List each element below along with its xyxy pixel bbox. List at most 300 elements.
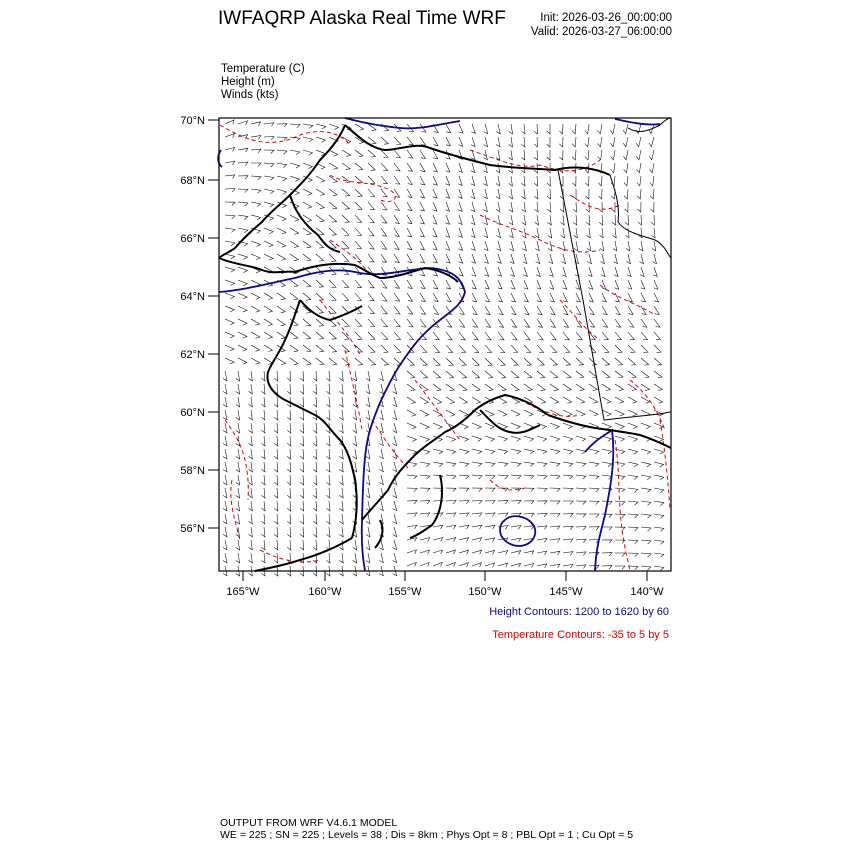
wind-barb bbox=[598, 150, 602, 160]
wind-barb bbox=[615, 527, 625, 531]
wind-barb bbox=[550, 436, 560, 441]
wind-barb bbox=[394, 332, 401, 340]
wind-barb bbox=[524, 551, 534, 555]
wind-barb bbox=[251, 163, 261, 166]
wind-barb bbox=[640, 267, 644, 277]
wind-barb bbox=[407, 550, 417, 554]
wind-barb bbox=[574, 228, 578, 238]
wind-barb bbox=[274, 371, 278, 381]
wind-barb bbox=[420, 501, 430, 505]
wind-barb bbox=[446, 384, 454, 391]
wind-barb bbox=[300, 397, 304, 407]
wind-barb bbox=[459, 397, 468, 404]
wind-barb bbox=[459, 306, 464, 315]
wind-barb bbox=[485, 345, 492, 353]
wind-barb bbox=[472, 475, 482, 479]
wind-barb bbox=[340, 384, 344, 394]
wind-barb bbox=[277, 254, 286, 260]
wind-barb bbox=[368, 228, 374, 236]
wind-barb bbox=[316, 189, 325, 196]
wind-barb bbox=[511, 358, 518, 365]
wind-barb bbox=[550, 345, 557, 352]
wind-barb bbox=[560, 215, 564, 225]
wind-barb bbox=[366, 527, 370, 537]
wind-barb bbox=[572, 150, 576, 160]
wind-barb bbox=[433, 137, 438, 146]
wind-barb bbox=[407, 228, 412, 237]
wind-barb bbox=[353, 540, 357, 550]
wind-barb bbox=[223, 488, 227, 498]
wind-barb bbox=[459, 525, 469, 529]
wind-barb bbox=[586, 189, 589, 199]
wind-barb bbox=[576, 565, 586, 569]
wind-barb bbox=[654, 488, 664, 493]
wind-barb bbox=[407, 397, 415, 404]
wind-barb bbox=[654, 423, 663, 429]
wind-barb bbox=[274, 397, 278, 407]
wind-barb bbox=[366, 553, 370, 563]
wind-barb bbox=[433, 525, 443, 529]
lat-label: 56°N bbox=[180, 523, 205, 535]
wind-barb bbox=[407, 150, 413, 158]
wind-barb bbox=[355, 332, 362, 339]
wind-barb bbox=[394, 280, 400, 288]
wind-barb bbox=[641, 319, 647, 327]
wind-barb bbox=[290, 280, 298, 287]
wind-barb bbox=[394, 306, 400, 314]
wind-barb bbox=[407, 358, 414, 365]
wind-barb bbox=[393, 462, 397, 472]
wind-barb bbox=[407, 137, 413, 145]
wind-barb bbox=[615, 397, 624, 403]
wind-barb bbox=[420, 189, 425, 198]
wind-barb bbox=[393, 527, 397, 537]
wind-barb bbox=[623, 124, 628, 134]
wind-barb bbox=[355, 358, 363, 365]
wind-barb bbox=[381, 150, 388, 157]
wind-barb bbox=[459, 332, 465, 340]
wind-barb bbox=[329, 332, 336, 339]
wind-barb bbox=[225, 189, 235, 193]
wind-barb bbox=[498, 513, 508, 517]
wind-barb bbox=[225, 147, 235, 151]
wind-barb bbox=[550, 423, 559, 429]
wind-barb bbox=[446, 137, 450, 146]
wind-barb bbox=[274, 514, 278, 524]
wind-barb bbox=[563, 371, 571, 378]
wind-barb bbox=[459, 371, 467, 378]
wind-barb bbox=[641, 540, 651, 544]
wind-barb bbox=[326, 410, 330, 420]
wind-barb bbox=[654, 475, 664, 480]
wind-barb bbox=[485, 267, 489, 276]
wind-barb bbox=[471, 176, 475, 186]
wind-barb bbox=[472, 538, 482, 542]
wind-barb bbox=[225, 345, 234, 351]
wind-barb bbox=[445, 215, 449, 224]
wind-barb bbox=[379, 475, 383, 485]
wind-barb bbox=[238, 228, 248, 233]
wind-barb bbox=[326, 553, 330, 563]
wind-barb bbox=[353, 553, 357, 563]
wind-barb bbox=[381, 215, 387, 223]
wind-barb bbox=[238, 162, 248, 166]
wind-barb bbox=[420, 358, 427, 365]
wind-barb bbox=[236, 384, 240, 394]
wind-barb bbox=[628, 527, 638, 531]
wind-barb bbox=[393, 514, 397, 524]
wind-barb bbox=[236, 449, 240, 459]
wind-barb bbox=[236, 475, 240, 485]
wind-barb bbox=[576, 293, 580, 302]
wind-barb bbox=[249, 371, 253, 381]
wind-barb bbox=[459, 137, 463, 146]
wind-barb bbox=[238, 280, 247, 286]
wind-barb bbox=[251, 319, 260, 325]
wind-barb bbox=[589, 293, 593, 302]
wind-barb bbox=[472, 319, 478, 327]
wind-barb bbox=[264, 176, 274, 180]
wind-barb bbox=[576, 332, 582, 340]
wind-barb bbox=[509, 150, 513, 160]
wind-barb bbox=[277, 241, 286, 247]
wind-barb bbox=[562, 267, 566, 277]
wind-barb bbox=[511, 410, 520, 416]
wind-barb bbox=[496, 202, 500, 212]
wind-barb bbox=[563, 501, 573, 504]
wind-barb bbox=[548, 228, 552, 238]
wind-barb bbox=[602, 306, 607, 315]
wind-barb bbox=[550, 319, 556, 327]
wind-barb bbox=[484, 228, 488, 238]
wind-barb bbox=[407, 423, 416, 429]
wind-barb bbox=[636, 124, 641, 134]
wind-barb bbox=[576, 397, 585, 403]
wind-barb bbox=[261, 371, 265, 381]
wind-barb bbox=[433, 241, 437, 250]
wind-barb bbox=[329, 124, 338, 130]
wind-barb bbox=[641, 462, 651, 467]
wind-barb bbox=[522, 215, 526, 225]
wind-barb bbox=[368, 306, 374, 314]
wind-barb bbox=[624, 176, 628, 186]
wind-barb bbox=[316, 332, 324, 339]
legend-height: Height (m) bbox=[221, 76, 275, 88]
wind-barb bbox=[458, 215, 462, 225]
wind-barb bbox=[576, 306, 581, 315]
wind-barb bbox=[576, 475, 586, 479]
wind-barb bbox=[598, 137, 602, 147]
wind-barb bbox=[261, 436, 265, 446]
wind-barb bbox=[602, 423, 611, 429]
wind-barb bbox=[290, 228, 299, 234]
wind-barb bbox=[303, 137, 313, 142]
wind-barb bbox=[576, 410, 585, 416]
wind-barb bbox=[223, 423, 227, 433]
wind-barb bbox=[433, 449, 443, 454]
wind-barb bbox=[261, 423, 265, 433]
wind-barb bbox=[316, 280, 323, 287]
wind-barb bbox=[624, 189, 628, 199]
wind-barb bbox=[420, 202, 425, 211]
wind-barb bbox=[641, 371, 649, 378]
wind-barb bbox=[459, 462, 469, 467]
wind-barb bbox=[585, 124, 589, 134]
wind-barb bbox=[534, 150, 538, 160]
wind-barb bbox=[589, 358, 596, 365]
wind-barb bbox=[342, 163, 350, 170]
wind-barb bbox=[511, 423, 520, 429]
wind-barb bbox=[550, 371, 558, 378]
wind-barb bbox=[238, 332, 247, 338]
wind-barb bbox=[445, 189, 449, 198]
wind-barb bbox=[615, 293, 620, 302]
wind-barb bbox=[624, 163, 628, 173]
wind-barb bbox=[381, 254, 387, 262]
wind-barb bbox=[472, 501, 482, 505]
wind-barb bbox=[264, 189, 274, 194]
wind-barb bbox=[274, 423, 278, 433]
wind-barb bbox=[509, 176, 513, 186]
wind-barb bbox=[589, 565, 599, 569]
wind-barb bbox=[548, 215, 552, 225]
wind-barb bbox=[563, 436, 573, 441]
wind-barb bbox=[623, 150, 628, 160]
wind-barb bbox=[510, 241, 514, 251]
wind-barb bbox=[602, 449, 612, 454]
wind-barb bbox=[550, 551, 560, 555]
wind-barb bbox=[654, 527, 664, 531]
wind-barb bbox=[615, 306, 620, 315]
wind-barb bbox=[420, 306, 426, 314]
wind-barb bbox=[420, 319, 426, 327]
wind-barb bbox=[589, 397, 598, 403]
wind-barb bbox=[496, 176, 500, 186]
wind-barb bbox=[511, 306, 516, 315]
wind-barb bbox=[433, 202, 437, 211]
wind-barb bbox=[340, 475, 344, 485]
wind-barb bbox=[249, 449, 253, 459]
wind-barb bbox=[563, 449, 573, 454]
wind-barb bbox=[433, 562, 442, 566]
wind-barb bbox=[342, 228, 349, 235]
wind-barb bbox=[287, 371, 291, 381]
wind-barb bbox=[636, 137, 641, 147]
wind-barb bbox=[407, 176, 412, 185]
wind-barb bbox=[340, 449, 344, 459]
wind-barb bbox=[498, 345, 505, 353]
wind-barb bbox=[485, 280, 489, 289]
wind-barb bbox=[602, 293, 606, 302]
wind-barb bbox=[459, 550, 469, 554]
wind-barb bbox=[342, 202, 349, 209]
wind-barb bbox=[277, 306, 285, 313]
wind-barb bbox=[628, 423, 637, 429]
wind-barb bbox=[511, 563, 521, 567]
wind-barb bbox=[511, 462, 521, 466]
wind-barb bbox=[287, 514, 291, 524]
wind-barb bbox=[585, 176, 589, 186]
wind-barb bbox=[563, 384, 571, 391]
wind-barb bbox=[420, 345, 427, 352]
wind-barb bbox=[300, 527, 304, 537]
wind-barb bbox=[459, 267, 463, 276]
wind-barb bbox=[287, 501, 291, 511]
wind-barb bbox=[326, 462, 330, 472]
wind-barb bbox=[522, 189, 526, 199]
wind-barb bbox=[420, 513, 430, 517]
wind-barb bbox=[420, 488, 430, 492]
wind-barb bbox=[458, 189, 462, 199]
wind-barb bbox=[637, 176, 641, 186]
wind-barb bbox=[420, 475, 430, 479]
wind-barb bbox=[379, 384, 383, 394]
wind-barb bbox=[563, 423, 572, 429]
wind-barb bbox=[550, 384, 558, 391]
wind-barb bbox=[420, 562, 429, 566]
wind-barb bbox=[277, 332, 285, 339]
wind-barb bbox=[550, 513, 560, 517]
wind-barb bbox=[459, 513, 469, 517]
wind-barb bbox=[576, 501, 586, 505]
wind-barb bbox=[274, 488, 278, 498]
wind-barb bbox=[602, 462, 612, 467]
wind-barb bbox=[433, 215, 437, 224]
wind-barb bbox=[615, 384, 623, 391]
wind-barb bbox=[238, 215, 248, 220]
wind-barb bbox=[535, 215, 539, 225]
wind-barb bbox=[471, 202, 475, 212]
wind-barb bbox=[483, 202, 487, 212]
wind-barb bbox=[612, 215, 616, 225]
wind-barb bbox=[290, 124, 300, 128]
wind-barb bbox=[459, 410, 468, 416]
wind-barb bbox=[550, 306, 555, 315]
wind-barb bbox=[316, 215, 324, 222]
wind-barb bbox=[313, 449, 317, 459]
wind-barb bbox=[342, 241, 349, 248]
wind-barb bbox=[290, 358, 298, 365]
wind-barbs bbox=[223, 120, 664, 576]
wind-barb bbox=[225, 241, 235, 246]
wind-barb bbox=[498, 280, 502, 289]
wind-barb bbox=[589, 410, 598, 416]
wind-barb bbox=[627, 267, 631, 277]
wind-barb bbox=[599, 202, 602, 212]
wind-barb bbox=[550, 410, 559, 416]
wind-barb bbox=[393, 423, 397, 433]
wind-barb bbox=[547, 202, 551, 212]
wind-barb bbox=[379, 501, 383, 511]
wind-barb bbox=[509, 137, 513, 147]
wind-barb bbox=[510, 254, 514, 264]
wind-barb bbox=[537, 475, 547, 479]
wind-barb bbox=[446, 513, 456, 517]
wind-barb bbox=[420, 550, 430, 554]
wind-barb bbox=[238, 345, 247, 351]
wind-barb bbox=[290, 345, 298, 352]
wind-barb bbox=[329, 150, 338, 156]
wind-barb bbox=[261, 501, 265, 511]
wind-barb bbox=[236, 410, 240, 420]
wind-barb bbox=[313, 488, 317, 498]
wind-barb bbox=[623, 137, 628, 147]
wind-barb bbox=[535, 241, 539, 251]
wind-barb bbox=[433, 358, 440, 365]
wind-barb bbox=[355, 202, 362, 209]
wind-barb bbox=[407, 449, 417, 454]
wind-barb bbox=[498, 475, 508, 479]
wind-barb bbox=[313, 371, 317, 381]
wind-barb bbox=[550, 358, 557, 365]
wind-barb bbox=[290, 176, 300, 181]
wind-barb bbox=[471, 137, 475, 147]
wind-barb bbox=[277, 124, 287, 127]
wind-barb bbox=[420, 293, 425, 302]
wind-barb bbox=[589, 384, 597, 391]
wind-barb bbox=[550, 564, 560, 568]
wind-barb bbox=[368, 163, 375, 170]
wind-barb bbox=[547, 189, 551, 199]
wind-barb bbox=[511, 319, 517, 327]
wind-barb bbox=[576, 552, 586, 556]
wind-barb bbox=[522, 202, 526, 212]
wind-barb bbox=[303, 241, 311, 248]
wind-barb bbox=[407, 163, 413, 171]
wind-barb bbox=[496, 137, 500, 147]
wind-barb bbox=[641, 358, 649, 365]
wind-barb bbox=[628, 332, 634, 340]
wind-barb bbox=[251, 241, 260, 247]
wind-barb bbox=[277, 215, 286, 221]
wind-barb bbox=[329, 202, 337, 209]
wind-barb bbox=[261, 540, 265, 550]
wind-barb bbox=[602, 384, 610, 391]
wind-barb bbox=[394, 202, 400, 210]
wind-barb bbox=[420, 176, 425, 185]
wind-barb bbox=[576, 462, 586, 467]
wind-barb bbox=[313, 436, 317, 446]
wind-barb bbox=[368, 280, 374, 288]
wind-barb bbox=[524, 501, 534, 504]
wind-barb bbox=[524, 449, 534, 454]
wind-barb bbox=[484, 124, 488, 134]
wind-barb bbox=[225, 293, 234, 299]
wind-barb bbox=[326, 436, 330, 446]
wind-barb bbox=[636, 150, 641, 160]
wind-barb bbox=[497, 267, 501, 276]
wind-barb bbox=[316, 254, 324, 261]
wind-barb bbox=[287, 410, 291, 420]
wind-barb bbox=[498, 436, 508, 441]
wind-barb bbox=[524, 280, 528, 289]
wind-barb bbox=[261, 488, 265, 498]
wind-barb bbox=[471, 189, 475, 199]
wind-barb bbox=[342, 293, 349, 300]
wind-barb bbox=[602, 319, 608, 327]
wind-barb bbox=[407, 241, 412, 250]
model-footer: OUTPUT FROM WRF V4.6.1 MODEL bbox=[220, 817, 398, 829]
wind-barb bbox=[472, 293, 477, 302]
wind-barb bbox=[393, 397, 397, 407]
wind-barb bbox=[313, 540, 317, 550]
wind-barb bbox=[641, 449, 651, 454]
wind-barb bbox=[238, 319, 247, 325]
wind-barb bbox=[316, 137, 326, 142]
wind-barb bbox=[485, 449, 495, 454]
wind-barb bbox=[458, 241, 462, 250]
wind-barb bbox=[326, 501, 330, 511]
